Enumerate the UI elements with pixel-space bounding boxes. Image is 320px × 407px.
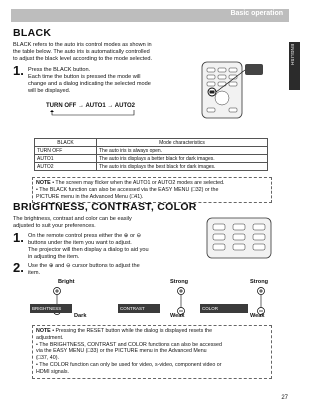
black-step-number: 1.	[13, 63, 24, 78]
bcc-step2-number: 2.	[13, 260, 24, 275]
note-line: PICTURE menu in the Advanced Menu (□41).	[36, 193, 144, 200]
black-step-line: change and a dialog indicating the selected mode	[28, 81, 151, 87]
black-step-line: will be displayed.	[28, 88, 71, 94]
cycle-return-arrow	[50, 110, 140, 118]
note-text: • Pressing the RESET button while the dialog is displayed resets the	[52, 328, 213, 334]
black-intro-line: the table below. The auto iris is automatically controlled	[13, 49, 150, 55]
table-cell: AUTO1	[35, 155, 97, 163]
bcc-step2-line: Use the ⊕ and ⊖ cursor buttons to adjust the	[28, 263, 140, 269]
bcc-step1-line: On the remote control press either the ⊕ or ⊖	[28, 233, 142, 239]
page-number: 27	[281, 395, 288, 401]
table-header-cell: Mode characteristics	[97, 139, 268, 147]
remote-control-black-illustration	[201, 60, 265, 120]
bcc-step1-line: buttons under the item you want to adjust.	[28, 240, 132, 246]
table-row	[35, 147, 268, 155]
contrast-top-label: Strong	[170, 279, 189, 285]
table-cell: The auto iris displays the best black for dark images.	[97, 163, 268, 171]
note-line	[36, 180, 268, 187]
bcc-intro	[13, 216, 203, 230]
note-line: adjustment.	[36, 334, 64, 341]
black-step-line: Press the BLACK button.	[28, 67, 91, 73]
note-line: (□37, 40).	[36, 355, 59, 362]
black-modes-table	[34, 138, 268, 171]
plus-minus-icon	[253, 287, 269, 315]
color-top-label: Strong	[250, 279, 269, 285]
bcc-intro-line: The brightness, contrast and color can be easily	[13, 216, 132, 222]
note-line: • The COLOR function can only be used for video, s-video, component video or	[36, 361, 222, 368]
black-intro-line: to adjust the black level according to the mode selected.	[13, 56, 152, 62]
bcc-step1-line: in adjusting the item.	[28, 254, 80, 260]
bcc-note-box	[32, 325, 272, 379]
language-tab	[289, 42, 300, 90]
note-label: NOTE	[36, 328, 51, 334]
note-line: HDMI signals.	[36, 368, 69, 375]
black-section-title: BLACK	[13, 27, 52, 39]
language-tab-label: ENGLISH	[290, 44, 295, 66]
black-step-text	[28, 67, 198, 95]
plus-minus-icon	[173, 287, 189, 315]
color-bottom-label: Weak	[250, 313, 265, 319]
bcc-step1-line: The projector will then display a dialog to aid you	[28, 247, 149, 253]
section-header-title: Basic operation	[230, 10, 283, 17]
remote-control-adjust-illustration	[205, 216, 273, 260]
black-intro-line: BLACK refers to the auto iris control modes as shown in	[13, 42, 152, 48]
bcc-step1-text	[28, 233, 203, 261]
note-label: NOTE	[36, 180, 51, 186]
table-cell: AUTO2	[35, 163, 97, 171]
black-step-line: Each time the button is pressed the mode will	[28, 74, 141, 80]
table-row	[35, 155, 268, 163]
section-header-bar	[11, 9, 289, 22]
bcc-intro-line: adjusted to suit your preferences.	[13, 223, 96, 229]
table-row	[35, 163, 268, 171]
table-cell: The auto iris is always open.	[97, 147, 268, 155]
black-note-box	[32, 177, 272, 203]
note-line: • The BRIGHTNESS, CONTRAST and COLOR functions can also be accessed	[36, 341, 222, 348]
table-header-cell: BLACK	[35, 139, 97, 147]
note-line	[36, 328, 268, 335]
contrast-dialog-bar: CONTRAST	[118, 304, 160, 313]
color-dialog-bar: COLOR	[200, 304, 248, 313]
black-intro	[13, 42, 203, 63]
brightness-top-label: Bright	[58, 279, 75, 285]
bcc-step2-text	[28, 263, 203, 277]
bcc-step1-number: 1.	[13, 230, 24, 245]
note-line: • The BLACK function can also be accessed via the EASY MENU (□32) or the	[36, 186, 219, 193]
bcc-section-title: BRIGHTNESS, CONTRAST, COLOR	[13, 201, 197, 213]
table-cell: The auto iris displays a better black for dark images.	[97, 155, 268, 163]
brightness-dialog-bar: BRIGHTNESS	[30, 304, 72, 313]
note-line: via the EASY MENU (□33) or the PICTURE menu in the Advanced Menu	[36, 348, 207, 355]
note-text: • The screen may flicker when the AUTO1 or AUTO2 modes are selected.	[52, 180, 225, 186]
table-cell: TURN OFF	[35, 147, 97, 155]
brightness-bottom-label: Dark	[74, 313, 87, 319]
bcc-step2-line: item.	[28, 270, 41, 276]
black-mode-cycle: TURN OFF → AUTO1 → AUTO2	[46, 103, 136, 109]
contrast-bottom-label: Weak	[170, 313, 185, 319]
table-header-row	[35, 139, 268, 147]
